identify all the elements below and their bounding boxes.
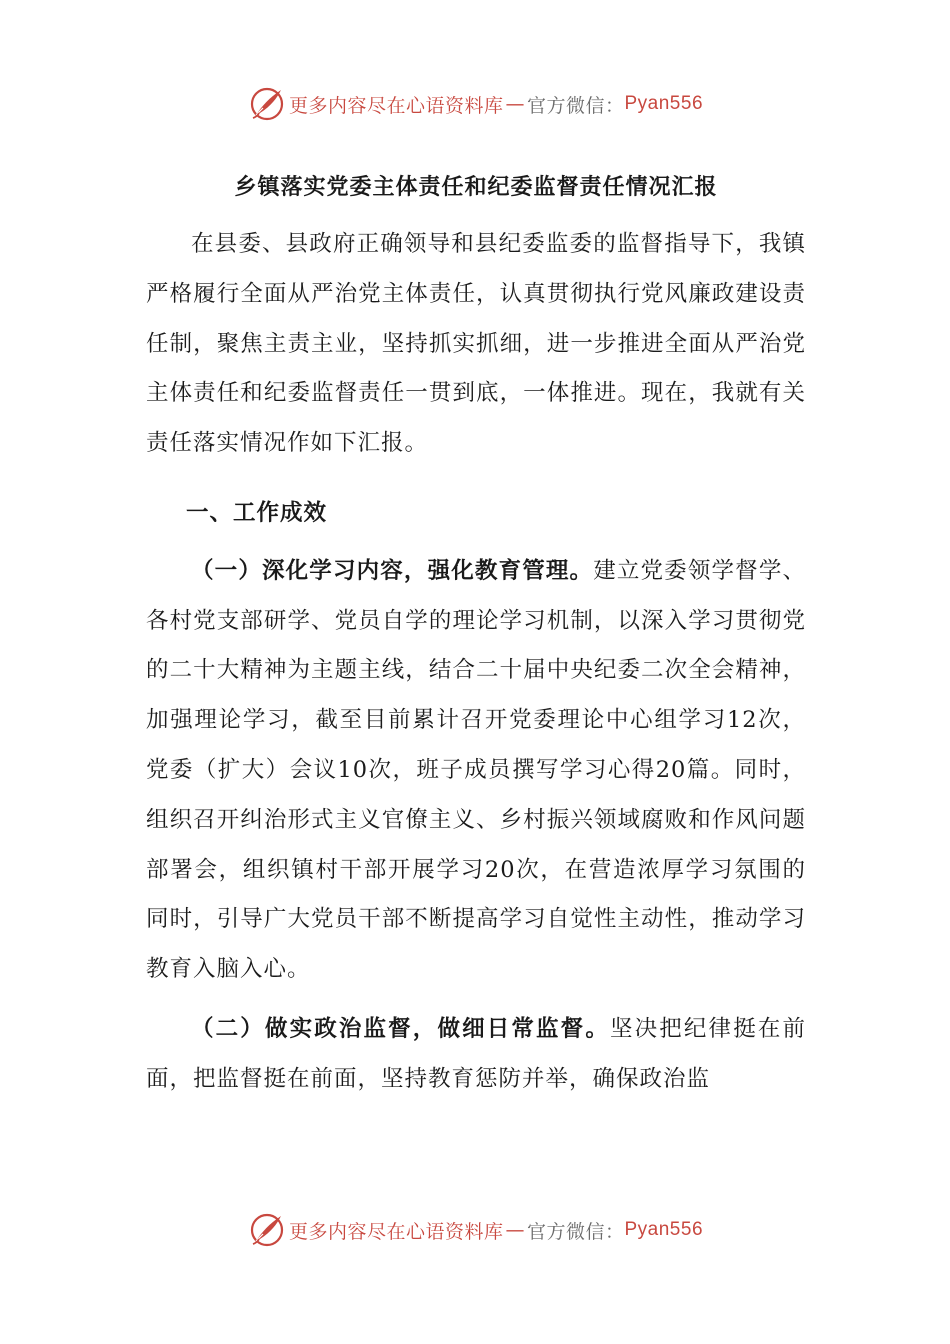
item-paragraph-supervision [146,1005,806,1105]
item-lead-study: （一）深化学习内容，强化教育管理。 [191,557,594,584]
watermark-wechat-id: Pyan556 [624,1219,704,1240]
section-heading-achievements: 一、工作成效 [186,499,328,526]
item-paragraph-study [146,547,806,995]
watermark-wechat-id: Pyan556 [624,93,704,114]
document-title: 乡镇落实党委主体责任和纪委监督责任情况汇报 [234,175,718,200]
watermark-wechat-label: 官方微信： [526,94,625,117]
quill-pen-icon [247,84,287,124]
document-body [146,168,806,1105]
intro-paragraph: 在县委、县政府正确领导和县纪委监委的监督指导下，我镇严格履行全面从严治党主体责任，认真贯彻执行党风廉政建设责任制，聚焦主责主业，坚持抓实抓细，进一步推进全面从严治党主体责任和纪委监督责任一贯到底，一体推进。现在，我就有关责任落实情况作如下汇报。 [146,231,806,457]
watermark-wechat-label: 官方微信： [526,1220,625,1243]
watermark-separator: — [505,1219,525,1241]
quill-pen-icon [247,1210,287,1250]
watermark-site-text: 更多内容尽在心语资料库 [288,94,504,117]
spacer [146,995,806,1005]
item-body-study: 建立党委领学督学、各村党支部研学、党员自学的理论学习机制，以深入学习贯彻党的二十大精神为主题主线，结合二十届中央纪委二次全会精神，加强理论学习，截至目前累计召开党委理论中心组学习12次，党委（扩大）会议10次，班子成员撰写学习心得20篇。同时，组织召开纠治形式主义官僚主义、乡村振兴领域腐败和作风问题部署会，组织镇村干部开展学习20次，在营造浓厚学习氛围的同时，引导广大党员干部不断提高学习自觉性主动性，推动学习教育入脑入心。 [146,557,806,983]
item-lead-supervision: （二）做实政治监督，做细日常监督。 [191,1015,610,1042]
watermark-separator: — [505,93,525,115]
spacer [146,469,806,479]
header-watermark [0,84,950,124]
footer-watermark [0,1210,950,1250]
watermark-site-text: 更多内容尽在心语资料库 [288,1220,504,1243]
item-body-supervision: 坚决把纪律挺在前面，把监督挺在前面，坚持教育惩防并举，确保政治监 [146,1015,806,1092]
